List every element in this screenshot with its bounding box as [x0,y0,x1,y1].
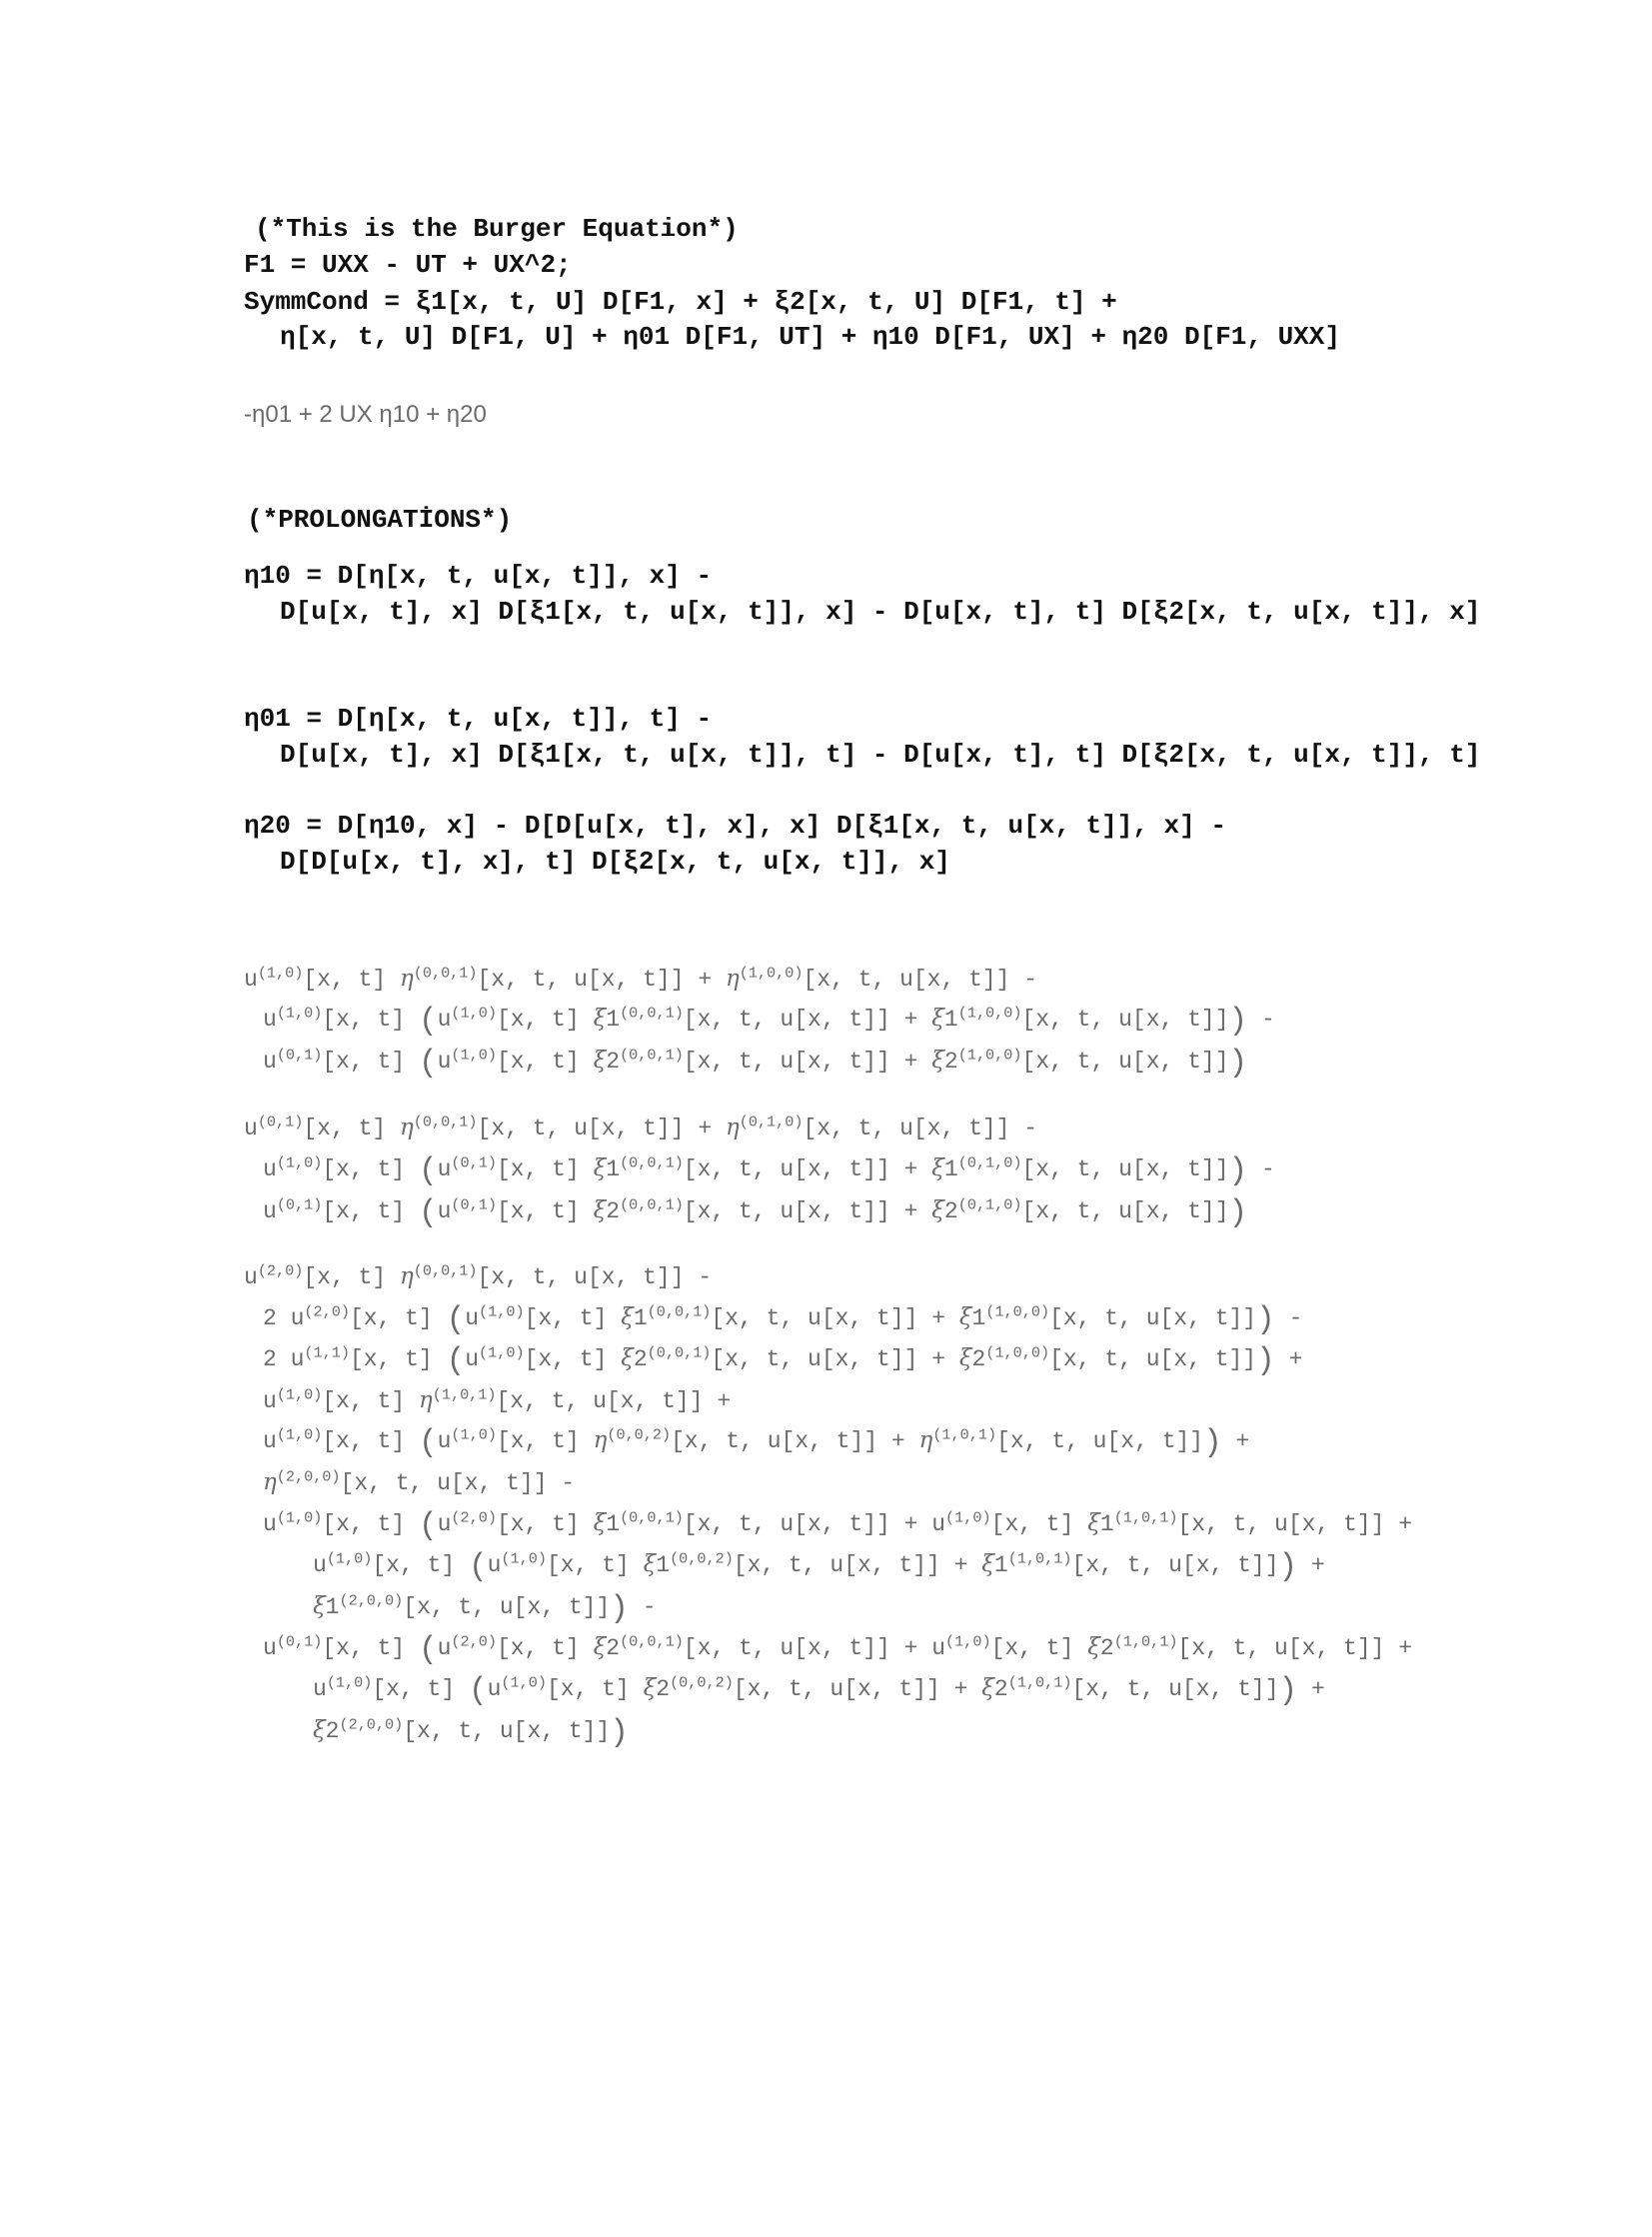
output-eta20-line10: $u^{(0,1)}[x$, t] ($u^{(2,0)}[x$, t] ξ2$^{(0,0,1)}$[x, t, u[x, $t]] + u^{(1,0)}[x$, t] ξ2$^{(1,0,1)}$[x, t, u[x, t]] + [263,1632,1413,1668]
input-symmcond-line2[interactable]: η[x, t, U] D[F1, U] + η01 D[F1, UT] + η10 D[F1, UX] + η20 D[F1, UXX] [280,322,1340,352]
output-eta20-line9: ξ1$^{(2,0,0)}$[x, t, u[x, t]]) - [313,1591,657,1627]
input-eta01-line2[interactable]: D[u[x, t], x] D[ξ1[x, t, u[x, t]], t] - D[u[x, t], t] D[ξ2[x, t, u[x, t]], t] [280,740,1481,770]
output-eta20-line12: ξ2$^{(2,0,0)}$[x, t, u[x, t]]) [313,1715,629,1751]
output-eta01-line3: $u^{(0,1)}[x$, t] ($u^{(0,1)}[x$, t] ξ2$^{(0,0,1)}$[x, t, u[x, $t]] + \xi 2^{(0,1,0)}[x$, t, u[x, t]]) [263,1195,1248,1231]
output-eta20-line4: $u^{(1,0)}[x$, t] $\eta^{(1,0,1)}[x$, t, u[x, t]] + [263,1385,732,1414]
output-eta20-line3: 2 $u^{(1,1)}[x$, t] ($u^{(1,0)}[x$, t] ξ2$^{(0,0,1)}$[x, t, u[x, $t]] + \xi 2^{(1,0,0)}[x$, t, u[x, t]]) + [263,1343,1303,1379]
output-eta10-line3: $u^{(0,1)}[x$, t] ($u^{(1,0)}[x$, t] ξ2$^{(0,0,1)}$[x, t, u[x, $t]] + \xi 2^{(1,0,0)}[x$, t, u[x, t]]) [263,1046,1248,1082]
input-eta20-line1[interactable]: η20 = D[η10, x] - D[D[u[x, t], x], x] D[ξ1[x, t, u[x, t]], x] - [244,811,1226,841]
comment-burger-equation[interactable]: (*This is the Burger Equation*) [255,214,739,244]
output-eta20-line11: $u^{(1,0)}[x$, t] ($u^{(1,0)}[x$, t] ξ2$^{(0,0,2)}$[x, t, u[x, $t]] + \xi 2^{(1,0,1)}[x$, t, u[x, t]]) + [313,1673,1325,1709]
output-eta20-line5: $u^{(1,0)}[x$, t] ($u^{(1,0)}[x$, t] $\eta^{(0,0,2)}[x$, t, u[x, $t]] + \eta^{(1,0,1)}[x$, t, u[x, t]]) + [263,1425,1250,1461]
output-eta10-line2: $u^{(1,0)}[x$, t] ($u^{(1,0)}[x$, t] ξ1$^{(0,0,1)}$[x, t, u[x, $t]] + \xi 1^{(1,0,0)}[x$, t, u[x, t]]) - [263,1004,1275,1040]
output-eta10-line1: $u^{(1,0)}[x$, t] $\eta^{(0,0,1)}[x$, t, u[x, $t]] + \eta^{(1,0,0)}[x$, t, u[x, t]] - [244,964,1038,993]
output-symmcond-result: -η01 + 2 UX η10 + η20 [244,401,487,428]
input-eta20-line2[interactable]: D[D[u[x, t], x], t] D[ξ2[x, t, u[x, t]], x] [280,847,950,877]
input-symmcond-line1[interactable]: SymmCond = ξ1[x, t, U] D[F1, x] + ξ2[x, t, U] D[F1, t] + [244,287,1117,317]
output-eta20-line6: $\eta^{(2,0,0)}[x$, t, u[x, t]] - [263,1467,576,1496]
output-eta20-line1: $u^{(2,0)}[x$, t] $\eta^{(0,0,1)}[x$, t, u[x, t]] - [244,1261,713,1290]
output-eta01-line2: $u^{(1,0)}[x$, t] ($u^{(0,1)}[x$, t] ξ1$^{(0,0,1)}$[x, t, u[x, $t]] + \xi 1^{(0,1,0)}[x$, t, u[x, t]]) - [263,1153,1275,1189]
output-eta20-line7: $u^{(1,0)}[x$, t] ($u^{(2,0)}[x$, t] ξ1$^{(0,0,1)}$[x, t, u[x, $t]] + u^{(1,0)}[x$, t] ξ1$^{(1,0,1)}$[x, t, u[x, t]] + [263,1508,1413,1544]
comment-prolongations[interactable]: (*PROLONGATİONS*) [247,505,513,535]
output-eta20-line2: 2 $u^{(2,0)}[x$, t] ($u^{(1,0)}[x$, t] ξ1$^{(0,0,1)}$[x, t, u[x, $t]] + \xi 1^{(1,0,0)}[x$, t, u[x, t]]) - [263,1302,1303,1338]
input-eta01-line1[interactable]: η01 = D[η[x, t, u[x, t]], t] - [244,704,713,734]
input-f1-definition[interactable]: F1 = UXX - UT + UX^2; [244,250,572,280]
output-eta01-line1: $u^{(0,1)}[x$, t] $\eta^{(0,0,1)}[x$, t, u[x, $t]] + \eta^{(0,1,0)}[x$, t, u[x, t]] - [244,1113,1038,1141]
input-eta10-line2[interactable]: D[u[x, t], x] D[ξ1[x, t, u[x, t]], x] - D[u[x, t], t] D[ξ2[x, t, u[x, t]], x] [280,597,1481,627]
output-eta20-line8: $u^{(1,0)}[x$, t] ($u^{(1,0)}[x$, t] ξ1$^{(0,0,2)}$[x, t, u[x, $t]] + \xi 1^{(1,0,1)}[x$, t, u[x, t]]) + [313,1549,1325,1585]
input-eta10-line1[interactable]: η10 = D[η[x, t, u[x, t]], x] - [244,561,713,591]
